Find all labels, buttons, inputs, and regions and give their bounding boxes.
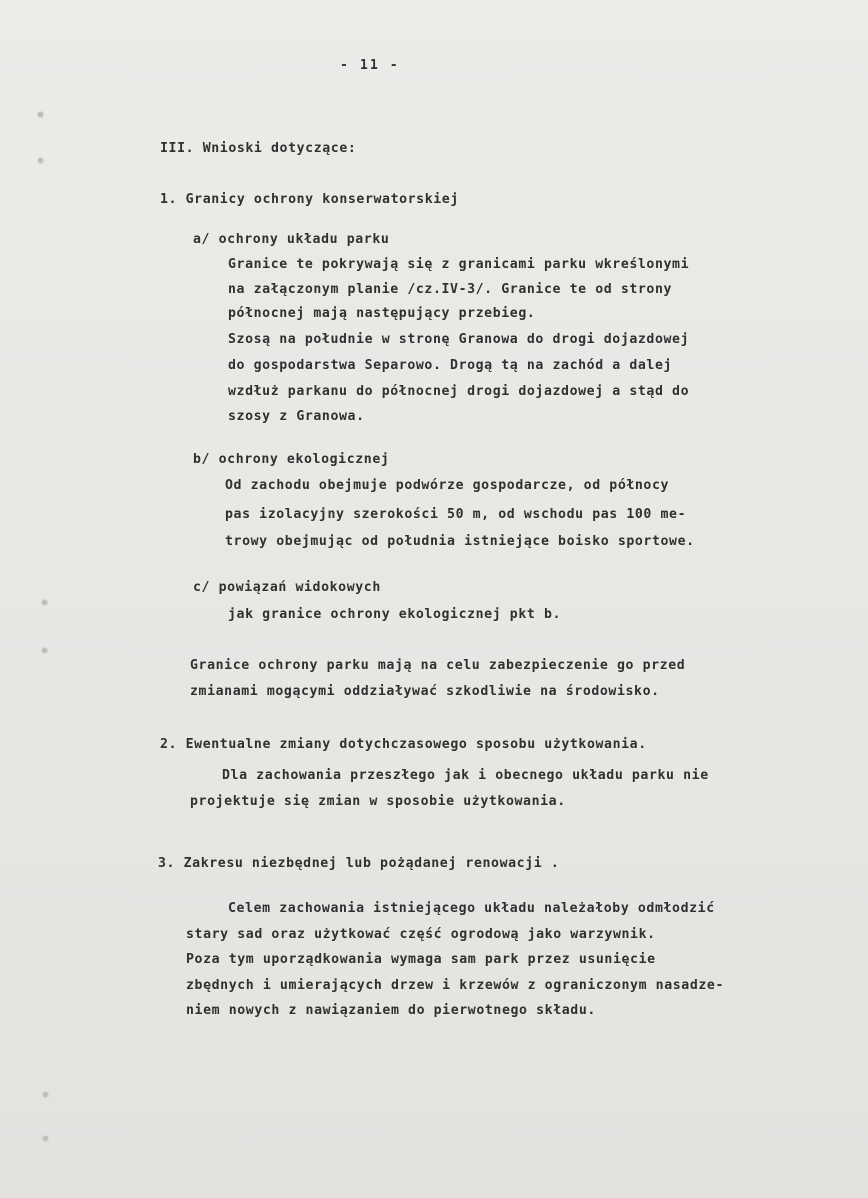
point-1c-line: jak granice ochrony ekologicznej pkt b. <box>228 607 562 622</box>
point-3-line: zbędnych i umierających drzew i krzewów z ograniczonym nasadze- <box>186 978 724 993</box>
point-3-line: stary sad oraz użytkować część ogrodową jako warzywnik. <box>186 927 656 942</box>
point-1-summary-line: zmianami mogącymi oddziaływać szkodliwie na środowisko. <box>190 684 660 699</box>
point-1a-line: północnej mają następujący przebieg. <box>228 306 536 321</box>
point-1b-line: pas izolacyjny szerokości 50 m, od wschodu pas 100 me- <box>225 507 687 522</box>
punch-hole <box>42 648 47 653</box>
point-1b-line: trowy obejmując od południa istniejące boisko sportowe. <box>225 534 695 549</box>
point-3-title: 3. Zakresu niezbędnej lub pożądanej renowacji . <box>158 856 560 871</box>
point-2-title: 2. Ewentualne zmiany dotychczasowego sposobu użytkowania. <box>160 737 647 752</box>
section-heading: III. Wnioski dotyczące: <box>160 141 357 156</box>
punch-hole <box>42 600 47 605</box>
punch-hole <box>38 112 43 117</box>
point-1a-line: na załączonym planie /cz.IV-3/. Granice te od strony <box>228 282 673 297</box>
point-1b-line: Od zachodu obejmuje podwórze gospodarcze, od północy <box>225 478 670 493</box>
punch-hole <box>43 1136 48 1141</box>
point-1a-line: wzdłuż parkanu do północnej drogi dojazdowej a stąd do <box>228 384 690 399</box>
point-1a-line: do gospodarstwa Separowo. Drogą tą na zachód a dalej <box>228 358 673 373</box>
point-1a-line: Szosą na południe w stronę Granowa do drogi dojazdowej <box>228 332 690 347</box>
point-1-summary-line: Granice ochrony parku mają na celu zabezpieczenie go przed <box>190 658 686 673</box>
punch-hole <box>43 1092 48 1097</box>
point-2-line: Dla zachowania przeszłego jak i obecnego układu parku nie <box>222 768 709 783</box>
point-1-title: 1. Granicy ochrony konserwatorskiej <box>160 192 459 207</box>
point-1a-line: Granice te pokrywają się z granicami parku wkreślonymi <box>228 257 690 272</box>
point-1a-line: szosy z Granowa. <box>228 409 365 424</box>
point-1c-label: c/ powiązań widokowych <box>193 580 381 595</box>
point-3-line: Poza tym uporządkowania wymaga sam park przez usunięcie <box>186 952 656 967</box>
point-1a-label: a/ ochrony układu parku <box>193 232 390 247</box>
point-2-line: projektuje się zmian w sposobie użytkowania. <box>190 794 566 809</box>
page-number: - 11 - <box>340 58 400 73</box>
point-3-line: Celem zachowania istniejącego układu należałoby odmłodzić <box>228 901 715 916</box>
point-3-line: niem nowych z nawiązaniem do pierwotnego składu. <box>186 1003 596 1018</box>
point-1b-label: b/ ochrony ekologicznej <box>193 452 390 467</box>
punch-hole <box>38 158 43 163</box>
